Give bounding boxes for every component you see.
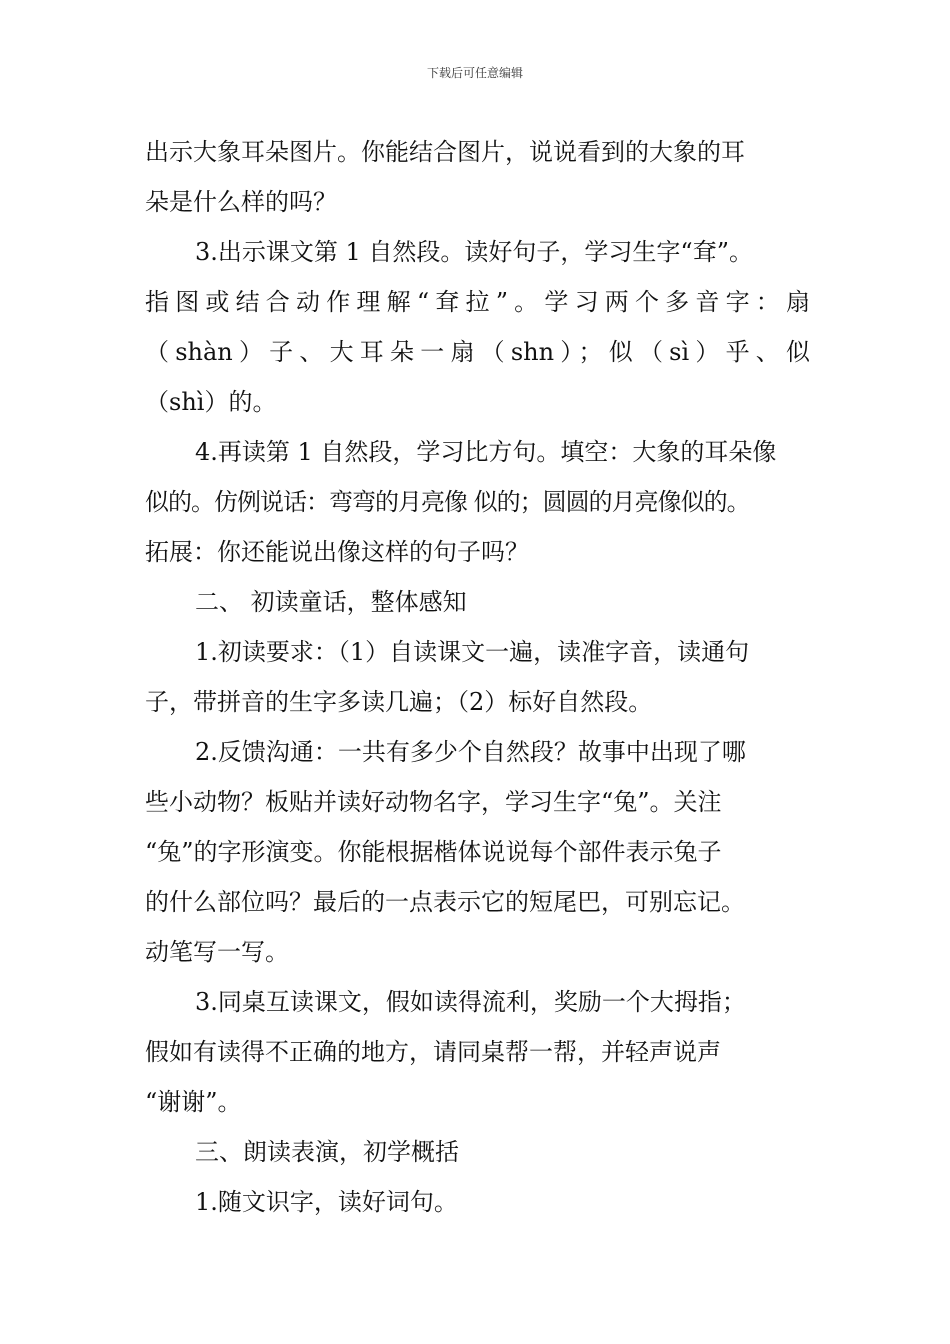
section-heading: 三、朗读表演，初学概括 xyxy=(195,1138,459,1166)
paragraph-line: 假如有读得不正确的地方，请同桌帮一帮，并轻声说声 xyxy=(145,1038,721,1066)
paragraph-line: 子，带拼音的生字多读几遍；（2）标好自然段。 xyxy=(145,688,653,716)
paragraph-line: 些小动物？板贴并读好动物名字，学习生字“兔”。关注 xyxy=(145,788,722,816)
paragraph-line: 似的。仿例说话：弯弯的月亮像 似的；圆圆的月亮像似的。 xyxy=(145,488,750,516)
paragraph-line: 4.再读第 1 自然段，学习比方句。填空：大象的耳朵像 xyxy=(195,438,777,466)
paragraph-line: 指图或结合动作理解“耷拉”。学习两个多音字：扇 xyxy=(145,288,810,316)
paragraph-line: 1.随文识字，读好词句。 xyxy=(195,1188,458,1216)
paragraph-line: 3.同桌互读课文，假如读得流利，奖励一个大拇指； xyxy=(195,988,746,1016)
paragraph-line: 动笔写一写。 xyxy=(145,938,289,966)
paragraph-line: “兔”的字形演变。你能根据楷体说说每个部件表示兔子 xyxy=(145,838,722,866)
section-heading: 二、 初读童话，整体感知 xyxy=(195,588,467,616)
paragraph-line: 出示大象耳朵图片。你能结合图片，说说看到的大象的耳 xyxy=(145,138,745,166)
paragraph-line: “谢谢”。 xyxy=(145,1088,242,1116)
paragraph-line: 1.初读要求：（1）自读课文一遍，读准字音，读通句 xyxy=(195,638,750,666)
paragraph-line: 2.反馈沟通：一共有多少个自然段？故事中出现了哪 xyxy=(195,738,746,766)
paragraph-line: （shàn）子、大耳朵一扇（shn）；似（sì）乎、似 xyxy=(145,338,810,366)
paragraph-line: 朵是什么样的吗？ xyxy=(145,188,337,216)
document-body xyxy=(145,127,810,1227)
paragraph-line: 3.出示课文第 1 自然段。读好句子，学习生字“耷”。 xyxy=(195,238,753,266)
paragraph-line: 的什么部位吗？最后的一点表示它的短尾巴，可别忘记。 xyxy=(145,888,745,916)
paragraph-line: （shì）的。 xyxy=(145,388,277,416)
page-header: 下载后可任意编辑 xyxy=(426,66,523,80)
paragraph-line: 拓展：你还能说出像这样的句子吗？ xyxy=(145,538,529,566)
